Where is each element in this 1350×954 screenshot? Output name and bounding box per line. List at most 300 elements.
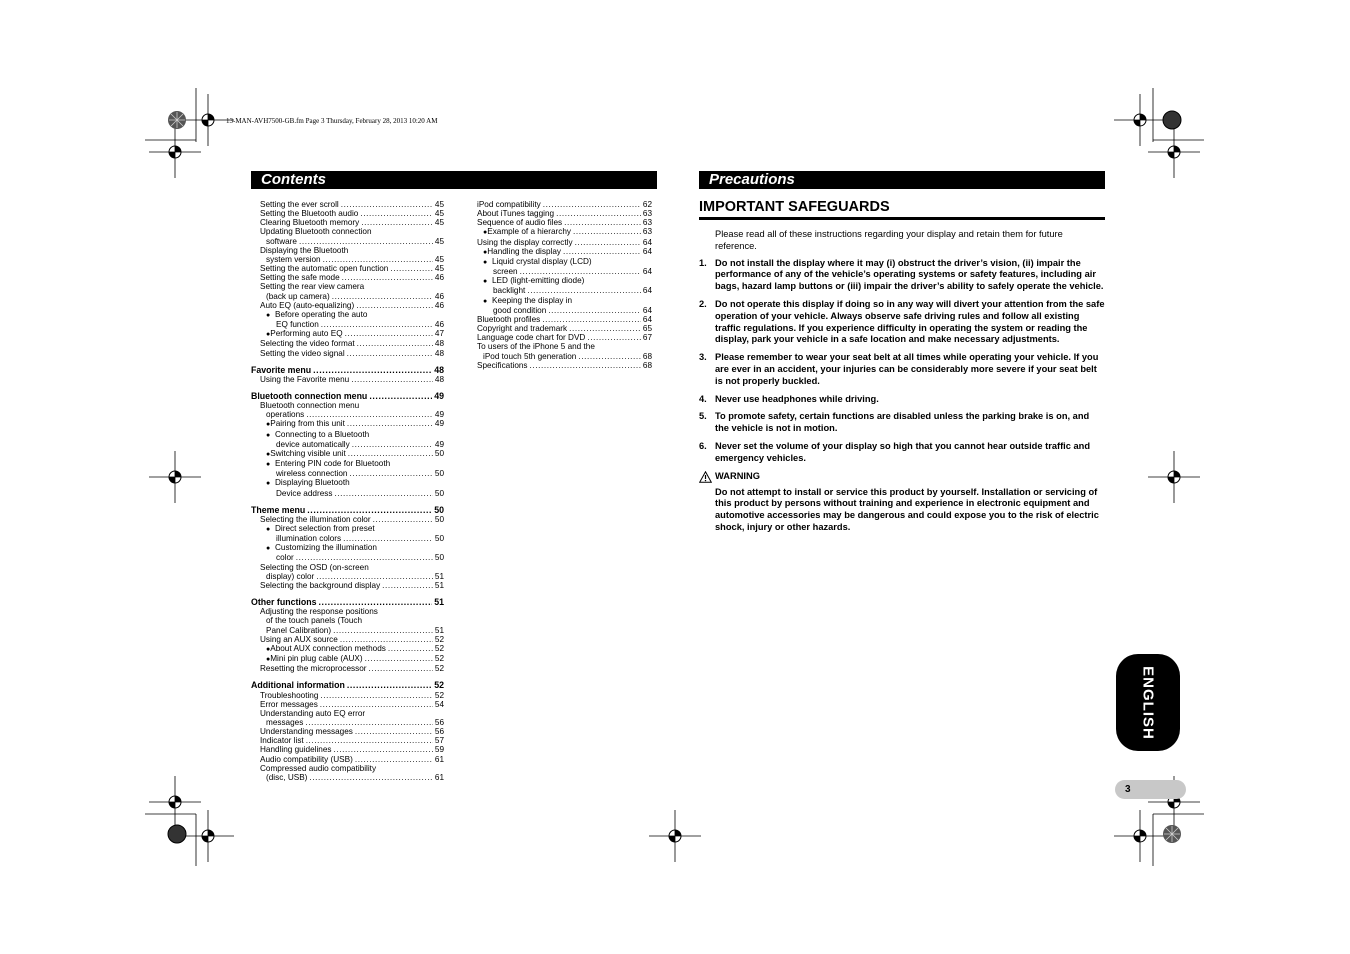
toc-page-number: 54 [434, 699, 444, 709]
file-header: 13-MAN-AVH7500-GB.fm Page 3 Thursday, February 28, 2013 10:20 AM [226, 117, 438, 125]
toc-entry [251, 745, 444, 754]
bullet-icon: ● [266, 421, 271, 429]
toc-page-number: 61 [434, 754, 444, 764]
toc-entry-title: good condition [493, 305, 547, 315]
toc-page-number: 51 [434, 625, 444, 635]
toc-leader-dots [365, 654, 433, 663]
toc-leader-dots [390, 264, 433, 273]
toc-leader-dots [296, 553, 433, 562]
registration-mark [1114, 810, 1166, 862]
toc-entry-title: device automatically [276, 439, 350, 449]
toc-entry [251, 773, 444, 782]
bullet-icon: ● [266, 311, 271, 319]
page-number: 3 [1115, 780, 1186, 799]
toc-section-heading [251, 681, 444, 690]
toc-entry-title: Selecting the background display [260, 580, 381, 590]
toc-leader-dots [347, 681, 432, 690]
toc-leader-dots [355, 727, 433, 736]
heading-rule [699, 217, 1105, 220]
toc-page-number: 63 [642, 227, 652, 237]
registration-mark [182, 810, 234, 862]
toc-entry-title: Handling guidelines [260, 745, 332, 755]
toc-entry-title: Setting the video signal [260, 348, 345, 358]
toc-entry [251, 616, 444, 625]
toc-entry [251, 264, 444, 273]
toc-leader-dots [548, 306, 641, 315]
toc-entry-title: display) color [266, 571, 315, 581]
toc-page-number: 48 [434, 339, 444, 349]
toc-entry [251, 607, 444, 616]
toc-entry-title: illumination colors [276, 534, 342, 544]
toc-page-number: 50 [434, 553, 444, 563]
toc-entry-title: EQ function [276, 320, 319, 330]
toc-entry [251, 401, 444, 410]
toc-page-number: 49 [434, 419, 444, 429]
toc-leader-dots [542, 315, 641, 324]
toc-leader-dots [319, 598, 433, 607]
toc-page-number: 68 [642, 351, 652, 361]
toc-entry-title: Panel Calibration) [266, 625, 332, 635]
toc-entry-title: To users of the iPhone 5 and the [477, 342, 595, 352]
bullet-icon: ● [483, 278, 488, 286]
toc-entry [468, 238, 652, 247]
toc-page-number: 50 [434, 504, 444, 515]
toc-entry [468, 209, 652, 218]
toc-entry [251, 282, 444, 291]
toc-page-number: 61 [434, 772, 444, 782]
toc-leader-dots [575, 238, 641, 247]
toc-leader-dots [299, 237, 433, 246]
bullet-icon: ● [266, 480, 271, 488]
registration-mark [149, 776, 201, 828]
toc-section-heading [251, 598, 444, 607]
toc-entry [251, 581, 444, 590]
toc-entry [251, 553, 444, 562]
toc-entry [468, 315, 652, 324]
registration-dot [168, 825, 186, 843]
toc-page-number: 62 [642, 200, 652, 209]
toc-entry-title: Switching visible unit [270, 448, 346, 458]
registration-mark [1148, 451, 1200, 503]
toc-page-number: 45 [434, 236, 444, 246]
safeguard-text: Never set the volume of your display so high that you cannot hear outside traffic and emergency vehicles. [715, 440, 1091, 463]
toc-page-number: 51 [434, 571, 444, 581]
toc-entry [468, 200, 652, 209]
precautions-intro: Please read all of these instructions regarding your display and retain them for future reference. [715, 229, 1063, 251]
toc-entry [468, 218, 652, 227]
toc-leader-dots [355, 755, 433, 764]
toc-leader-dots [305, 718, 433, 727]
toc-page-number: 64 [642, 237, 652, 247]
toc-entry [251, 664, 444, 673]
toc-entry-title: Clearing Bluetooth memory [260, 218, 360, 228]
toc-entry [251, 375, 444, 384]
toc-entry-title: Setting the safe mode [260, 273, 340, 283]
toc-leader-dots [332, 292, 433, 301]
toc-entry-title: color [276, 553, 294, 563]
toc-entry-title: Using the Favorite menu [260, 374, 350, 384]
bullet-icon: ● [266, 450, 271, 458]
toc-entry [251, 237, 444, 246]
toc-page-number: 63 [642, 218, 652, 228]
toc-entry [251, 255, 444, 264]
toc-page-number: 64 [642, 286, 652, 296]
precautions-title: Precautions [699, 171, 1105, 189]
toc-leader-dots [543, 200, 641, 209]
warning-heading [699, 471, 1105, 483]
safeguard-text: Please remember to wear your seat belt at all times while operating your vehicle. If you are ever in an accident, your injuries can be considerably more severe if your seat belt is not properly buckled. [715, 352, 1099, 386]
bullet-icon: ● [266, 545, 271, 553]
toc-entry-title: Resetting the microprocessor [260, 664, 367, 674]
toc-page-number: 50 [434, 534, 444, 544]
toc-page-number: 50 [434, 469, 444, 479]
toc-entry [468, 352, 652, 361]
toc-page-number: 52 [434, 643, 444, 653]
toc-page-number: 50 [434, 448, 444, 458]
toc-leader-dots [352, 440, 433, 449]
toc-page-number: 51 [434, 580, 444, 590]
toc-entry-title: Displaying the Bluetooth [260, 245, 349, 255]
side-tab-label: ENGLISH [1139, 665, 1157, 740]
toc-entry [251, 246, 444, 255]
toc-leader-dots [356, 301, 433, 310]
registration-mark [649, 810, 701, 862]
safeguard-item [699, 394, 1105, 406]
toc-entry-title: system version [266, 254, 321, 264]
safeguard-text: Do not install the display where it may (i) obstruct the driver’s vision, (ii) impair the performance of any of the vehicle’s operating systems or safety features, including air bags, hazard lamp buttons or (iii) impair the driver’s ability to safely operate the vehicle. [715, 257, 1104, 292]
toc-leader-dots [388, 644, 433, 653]
toc-entry-title: Bluetooth profiles [477, 314, 541, 324]
registration-mark [149, 126, 201, 178]
bullet-icon: ● [266, 331, 271, 339]
toc-entry [251, 209, 444, 218]
toc-entry [251, 727, 444, 736]
toc-leader-dots [587, 333, 641, 342]
toc-entry [251, 654, 444, 664]
toc-section-heading [251, 366, 444, 375]
toc-entry-title: Keeping the display in [492, 295, 573, 305]
toc-page-number: 64 [642, 314, 652, 324]
toc-leader-dots [309, 773, 432, 782]
safeguard-number: 4. [699, 393, 707, 404]
toc-page-number: 49 [434, 439, 444, 449]
bullet-icon: ● [266, 526, 271, 533]
toc-page-number: 48 [434, 364, 444, 375]
toc-leader-dots [382, 581, 433, 590]
bullet-icon: ● [483, 229, 488, 237]
toc-page-number: 59 [434, 745, 444, 755]
toc-page-number: 64 [642, 267, 652, 277]
warning-text: Do not attempt to install or service this product by yourself. Installation or servicing of this product by persons without training and experience in electronic equipment and automotive accessories may be dangerous and could expose you to the risk of electric shock, injury or other hazards. [715, 486, 1099, 532]
toc-page-number: 57 [434, 736, 444, 746]
toc-page-number: 52 [434, 680, 444, 691]
bullet-icon: ● [483, 258, 488, 266]
toc-entry-title: Selecting the video format [260, 339, 355, 349]
toc-entry-title: wireless connection [276, 469, 348, 479]
toc-entry-title: software [266, 236, 297, 246]
toc-leader-dots [357, 339, 433, 348]
bullet-icon: ● [266, 656, 271, 664]
toc-entry [251, 430, 444, 440]
toc-leader-dots [340, 635, 433, 644]
toc-entry [251, 563, 444, 572]
safeguard-text: Never use headphones while driving. [715, 393, 879, 404]
toc-page-number: 51 [434, 597, 444, 608]
toc-leader-dots [333, 626, 433, 635]
toc-entry-title: Audio compatibility (USB) [260, 754, 353, 764]
toc-entry [251, 755, 444, 764]
toc-entry-title: Using an AUX source [260, 634, 338, 644]
safeguard-text: To promote safety, certain functions are disabled unless the parking brake is on, and the vehicle is not in motion. [715, 411, 1090, 434]
toc-leader-dots [360, 209, 433, 218]
toc-entry-title: Theme menu [251, 504, 306, 515]
toc-entry-title: Favorite menu [251, 364, 312, 375]
bullet-icon: ● [266, 461, 271, 469]
toc-entry [468, 342, 652, 351]
toc-entry [468, 306, 652, 315]
toc-page-number: 46 [434, 291, 444, 301]
toc-entry-title: Selecting the illumination color [260, 514, 371, 524]
warning-triangle-icon [699, 471, 712, 483]
toc-leader-dots [306, 736, 433, 745]
toc-entry [251, 626, 444, 635]
toc-page-number: 52 [434, 690, 444, 700]
toc-leader-dots [569, 324, 641, 333]
safeguard-item [699, 258, 1105, 293]
safeguard-item [699, 411, 1105, 435]
toc-page-number: 48 [434, 374, 444, 384]
toc-entry-title: Setting the Bluetooth audio [260, 209, 359, 219]
toc-entry [251, 469, 444, 478]
toc-page-number: 67 [642, 333, 652, 343]
toc-entry [251, 440, 444, 449]
toc-page-number: 65 [642, 324, 652, 334]
toc-leader-dots [573, 227, 641, 236]
toc-entry-title: backlight [493, 286, 526, 296]
toc-entry [251, 449, 444, 459]
toc-entry-title: Setting the ever scroll [260, 200, 339, 209]
toc-entry-title: Indicator list [260, 736, 304, 746]
toc-leader-dots [373, 515, 433, 524]
toc-entry-title: LED (light-emitting diode) [492, 276, 585, 286]
toc-page-number: 63 [642, 209, 652, 219]
toc-entry-title: Understanding messages [260, 727, 353, 737]
toc-leader-dots [347, 349, 433, 358]
toc-entry [251, 218, 444, 227]
registration-dot [1163, 111, 1181, 129]
toc-entry [468, 361, 652, 370]
toc-leader-dots [313, 366, 432, 375]
safeguard-number: 2. [699, 298, 707, 309]
toc-entry-title: Liquid crystal display (LCD) [492, 256, 592, 266]
toc-entry [251, 644, 444, 654]
toc-entry [251, 339, 444, 348]
toc-entry [468, 296, 652, 306]
toc-entry-title: Using the display correctly [477, 237, 573, 247]
toc-entry-title: Other functions [251, 597, 317, 608]
toc-entry-title: Displaying Bluetooth [275, 478, 350, 488]
toc-entry-title: of the touch panels (Touch [266, 616, 363, 626]
toc-leader-dots [334, 489, 432, 498]
precautions-body [699, 229, 1105, 534]
toc-entry [468, 227, 652, 237]
toc-page-number: 49 [434, 390, 444, 401]
toc-entry-title: (disc, USB) [266, 772, 308, 782]
toc-entry [251, 534, 444, 543]
contents-column-2 [468, 200, 652, 370]
toc-entry [251, 489, 444, 498]
toc-entry [251, 292, 444, 301]
toc-leader-dots [316, 572, 433, 581]
toc-page-number: 45 [434, 254, 444, 264]
toc-leader-dots [556, 209, 641, 218]
toc-entry-title: Compressed audio compatibility [260, 763, 377, 773]
toc-entry-title: Handling the display [487, 246, 561, 256]
toc-leader-dots [342, 273, 433, 282]
toc-page-number: 45 [434, 218, 444, 228]
toc-entry [251, 572, 444, 581]
english-side-tab [1116, 654, 1180, 751]
safeguard-number: 3. [699, 352, 707, 363]
toc-leader-dots [345, 329, 433, 338]
registration-dot [168, 111, 186, 129]
toc-entry-title: Customizing the illumination [275, 543, 377, 553]
safeguard-item [699, 299, 1105, 346]
toc-entry [251, 709, 444, 718]
toc-leader-dots [527, 286, 641, 295]
toc-leader-dots [369, 392, 432, 401]
toc-leader-dots [320, 700, 433, 709]
toc-entry-title: Connecting to a Bluetooth [275, 429, 370, 439]
toc-page-number: 46 [434, 320, 444, 330]
toc-entry-title: About AUX connection methods [270, 643, 386, 653]
registration-mark [1114, 94, 1166, 146]
toc-entry [251, 700, 444, 709]
bullet-icon: ● [483, 248, 488, 256]
toc-entry [468, 276, 652, 286]
toc-entry-title: About iTunes tagging [477, 209, 555, 219]
registration-dot [1163, 825, 1181, 843]
toc-entry-title: Selecting the OSD (on-screen [260, 562, 369, 572]
toc-entry-title: Setting the automatic open function [260, 264, 389, 274]
toc-entry [251, 635, 444, 644]
toc-entry [468, 257, 652, 267]
toc-page-number: 45 [434, 209, 444, 219]
toc-entry-title: (back up camera) [266, 291, 330, 301]
toc-entry-title: Error messages [260, 699, 318, 709]
toc-page-number: 46 [434, 273, 444, 283]
toc-entry-title: Understanding auto EQ error [260, 708, 366, 718]
toc-entry-title: Updating Bluetooth connection [260, 227, 372, 237]
safeguard-number: 6. [699, 440, 707, 451]
warning-label: WARNING [715, 470, 760, 481]
toc-entry [468, 267, 652, 276]
toc-page-number: 50 [434, 514, 444, 524]
toc-entry-title: Copyright and trademark [477, 324, 568, 334]
toc-leader-dots [321, 320, 433, 329]
registration-mark [149, 451, 201, 503]
toc-entry-title: iPod touch 5th generation [483, 351, 577, 361]
toc-entry-title: Bluetooth connection menu [260, 401, 360, 411]
toc-entry-title: Adjusting the response positions [260, 607, 378, 617]
important-safeguards-heading: IMPORTANT SAFEGUARDS [699, 199, 890, 215]
toc-entry [251, 459, 444, 469]
toc-page-number: 45 [434, 264, 444, 274]
toc-entry-title: Performing auto EQ [270, 329, 343, 339]
toc-page-number: 52 [434, 654, 444, 664]
toc-entry-title: Direct selection from preset [275, 524, 375, 533]
toc-leader-dots [341, 200, 433, 209]
toc-entry [468, 333, 652, 342]
toc-entry-title: iPod compatibility [477, 200, 541, 209]
toc-page-number: 52 [434, 634, 444, 644]
toc-leader-dots [351, 375, 433, 384]
toc-entry-title: screen [493, 267, 518, 277]
toc-entry [251, 329, 444, 339]
safeguard-item [699, 352, 1105, 387]
toc-entry [251, 543, 444, 553]
toc-leader-dots [564, 218, 641, 227]
safeguard-text: Do not operate this display if doing so in any way will divert your attention from the safe operation of your vehicle. Always observe safe driving rules and follow all existing traffic regulations. If you experience difficulty in operating the system or reading the display, park your vehicle in a safe location and make necessary adjustments. [715, 298, 1105, 345]
toc-leader-dots [520, 267, 641, 276]
toc-page-number: 56 [434, 717, 444, 727]
toc-entry [251, 200, 444, 209]
toc-entry [251, 410, 444, 419]
toc-leader-dots [368, 664, 432, 673]
toc-leader-dots [348, 449, 433, 458]
toc-entry-title: Mini pin plug cable (AUX) [270, 654, 363, 664]
toc-leader-dots [530, 361, 641, 370]
toc-entry [251, 736, 444, 745]
toc-entry-title: operations [266, 410, 305, 420]
toc-entry-title: Sequence of audio files [477, 218, 563, 228]
toc-page-number: 50 [434, 488, 444, 498]
toc-leader-dots [323, 255, 433, 264]
toc-page-number: 47 [434, 329, 444, 339]
toc-page-number: 45 [434, 200, 444, 209]
toc-entry [251, 320, 444, 329]
toc-entry [251, 524, 444, 534]
toc-entry-title: Device address [276, 488, 333, 498]
toc-leader-dots [578, 352, 641, 361]
safeguards-list [699, 258, 1105, 465]
toc-entry-title: Specifications [477, 360, 528, 370]
toc-entry [468, 324, 652, 333]
toc-entry-title: Pairing from this unit [270, 419, 345, 429]
toc-leader-dots [361, 218, 433, 227]
toc-entry-title: Setting the rear view camera [260, 282, 365, 292]
bullet-icon: ● [266, 431, 271, 439]
toc-leader-dots [333, 745, 432, 754]
toc-leader-dots [347, 419, 433, 428]
toc-entry [251, 301, 444, 310]
toc-page-number: 64 [642, 305, 652, 315]
toc-page-number: 49 [434, 410, 444, 420]
toc-page-number: 56 [434, 727, 444, 737]
toc-entry [251, 764, 444, 773]
toc-entry [251, 349, 444, 358]
toc-entry [251, 478, 444, 488]
toc-entry [251, 419, 444, 429]
toc-page-number: 46 [434, 300, 444, 310]
toc-entry [468, 286, 652, 295]
registration-mark [1148, 126, 1200, 178]
toc-page-number: 48 [434, 348, 444, 358]
toc-entry-title: Before operating the auto [275, 309, 368, 319]
toc-entry [251, 515, 444, 524]
toc-entry-title: messages [266, 717, 304, 727]
toc-entry-title: Example of a hierarchy [487, 227, 571, 237]
